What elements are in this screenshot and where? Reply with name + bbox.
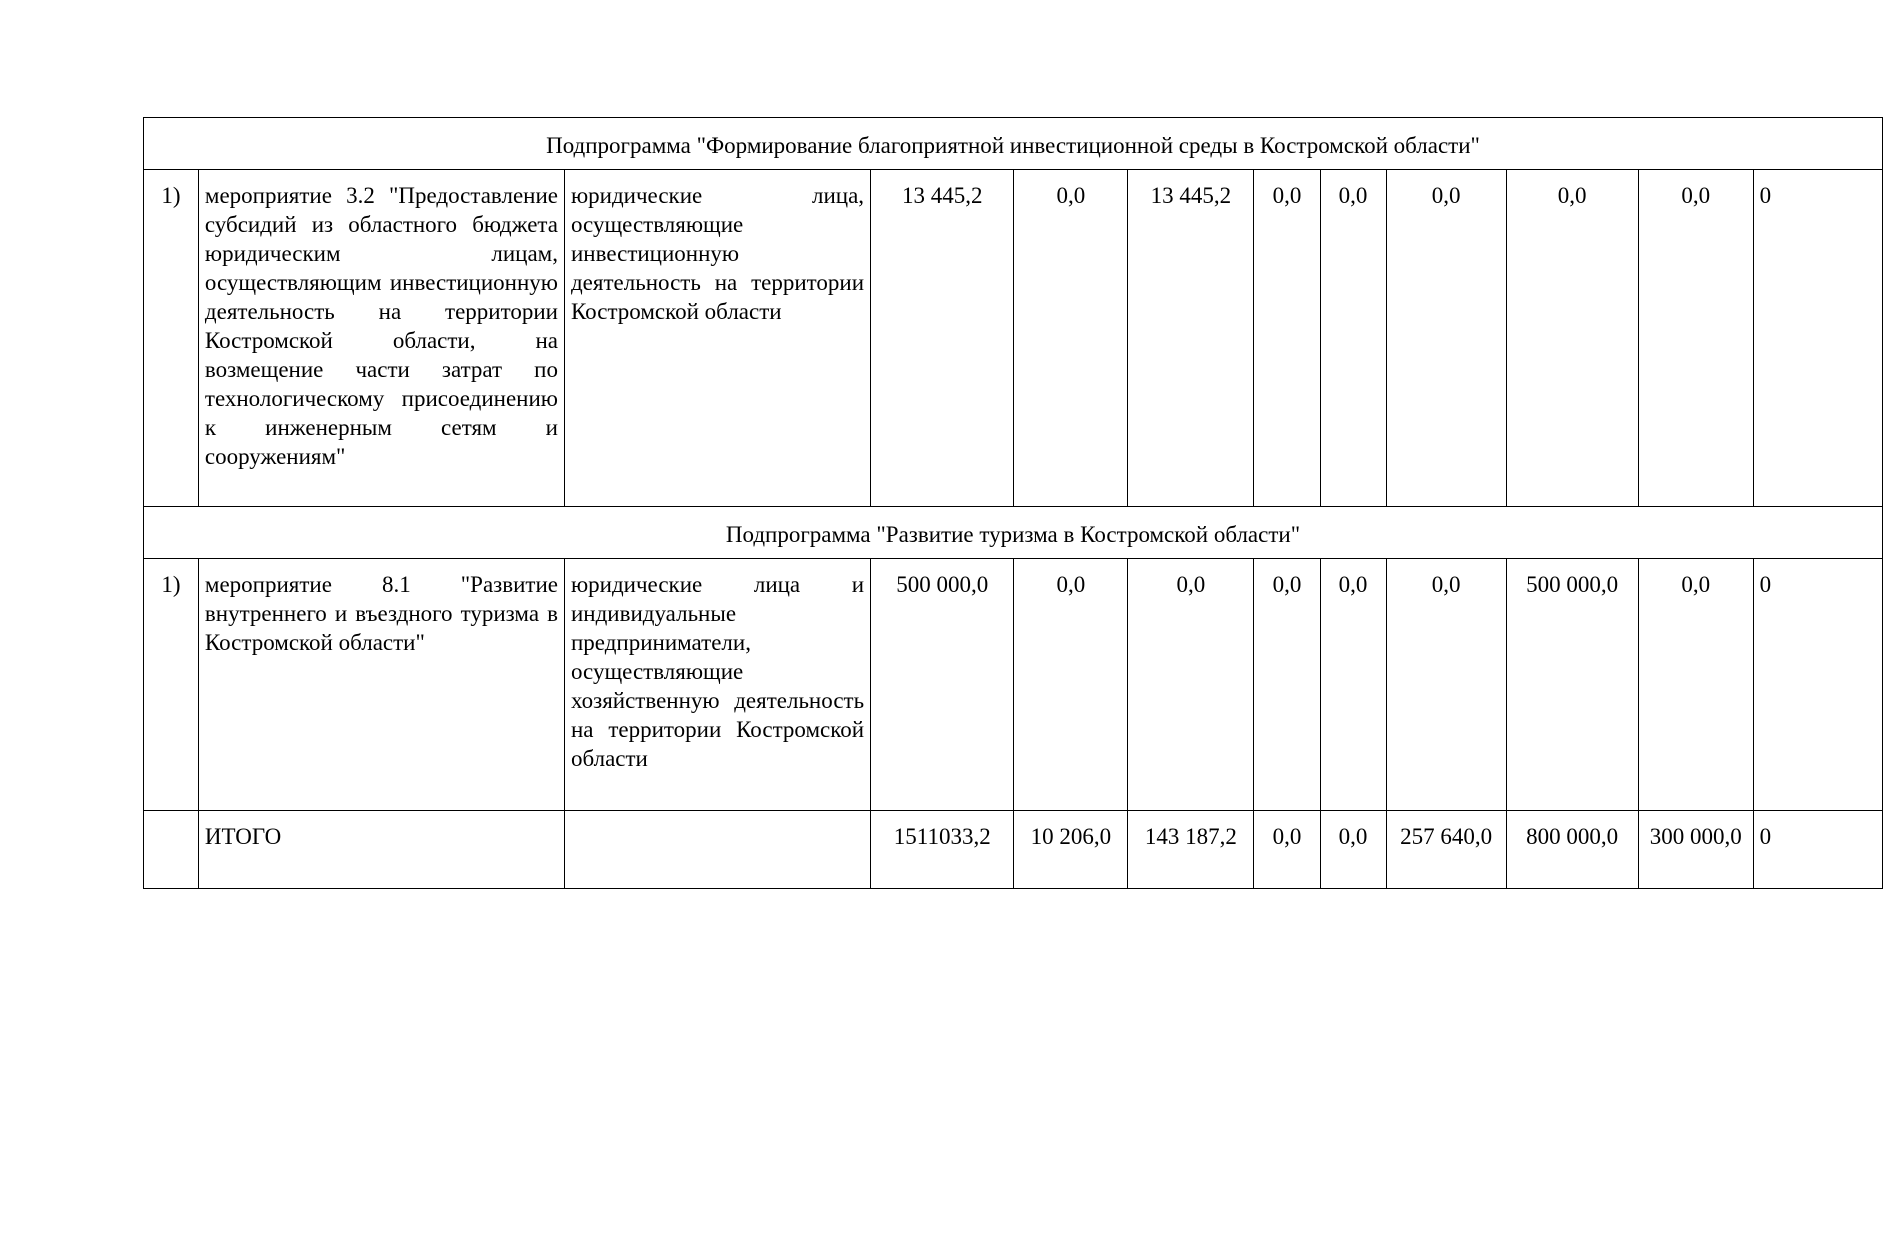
value-cell: 0,0	[1254, 170, 1320, 507]
total-row	[144, 811, 1883, 889]
empty-cell	[564, 811, 870, 889]
value-cell: 0,0	[1386, 559, 1506, 811]
value-cell: 0,0	[1638, 170, 1753, 507]
subprogram-title: Подпрограмма "Формирование благоприятной инвестиционной среды в Костромской области"	[144, 118, 1883, 170]
value-cell: 500 000,0	[871, 559, 1014, 811]
value-cell: 0,0	[1506, 170, 1638, 507]
value-cell: 0,0	[1638, 559, 1753, 811]
row-index: 1)	[144, 559, 199, 811]
total-value: 0,0	[1254, 811, 1320, 889]
value-cell: 500 000,0	[1506, 559, 1638, 811]
value-cell: 0	[1753, 559, 1882, 811]
total-label: ИТОГО	[198, 811, 564, 889]
measure-name: мероприятие 3.2 "Предоставление субсидий из областного бюджета юридическим лицам, осуществляющим инвестиционную деятельность на территории Костромской области, на возмещение части затрат по технологическому присоединению к инженерным сетям и сооружениям"	[198, 170, 564, 507]
total-value: 0,0	[1320, 811, 1386, 889]
subprogram-title: Подпрограмма "Развитие туризма в Костромской области"	[144, 507, 1883, 559]
value-cell: 0,0	[1320, 559, 1386, 811]
value-cell: 13 445,2	[1128, 170, 1254, 507]
total-value: 0	[1753, 811, 1882, 889]
recipients: юридические лица и индивидуальные предприниматели, осуществляющие хозяйственную деятельность на территории Костромской области	[564, 559, 870, 811]
total-value: 10 206,0	[1014, 811, 1128, 889]
value-cell: 0,0	[1320, 170, 1386, 507]
total-value: 300 000,0	[1638, 811, 1753, 889]
total-value: 800 000,0	[1506, 811, 1638, 889]
budget-table	[143, 117, 1883, 889]
value-cell: 0,0	[1014, 170, 1128, 507]
value-cell: 0	[1753, 170, 1882, 507]
total-value: 143 187,2	[1128, 811, 1254, 889]
row-index: 1)	[144, 170, 199, 507]
table-row	[144, 559, 1883, 811]
empty-cell	[144, 811, 199, 889]
subprogram-header-row	[144, 507, 1883, 559]
total-value: 257 640,0	[1386, 811, 1506, 889]
subprogram-header-row	[144, 118, 1883, 170]
total-value: 1511033,2	[871, 811, 1014, 889]
table-row	[144, 170, 1883, 507]
measure-name: мероприятие 8.1 "Развитие внутреннего и въездного туризма в Костромской области"	[198, 559, 564, 811]
value-cell: 0,0	[1014, 559, 1128, 811]
value-cell: 0,0	[1386, 170, 1506, 507]
recipients: юридические лица, осуществляющие инвестиционную деятельность на территории Костромской области	[564, 170, 870, 507]
value-cell: 13 445,2	[871, 170, 1014, 507]
value-cell: 0,0	[1254, 559, 1320, 811]
value-cell: 0,0	[1128, 559, 1254, 811]
